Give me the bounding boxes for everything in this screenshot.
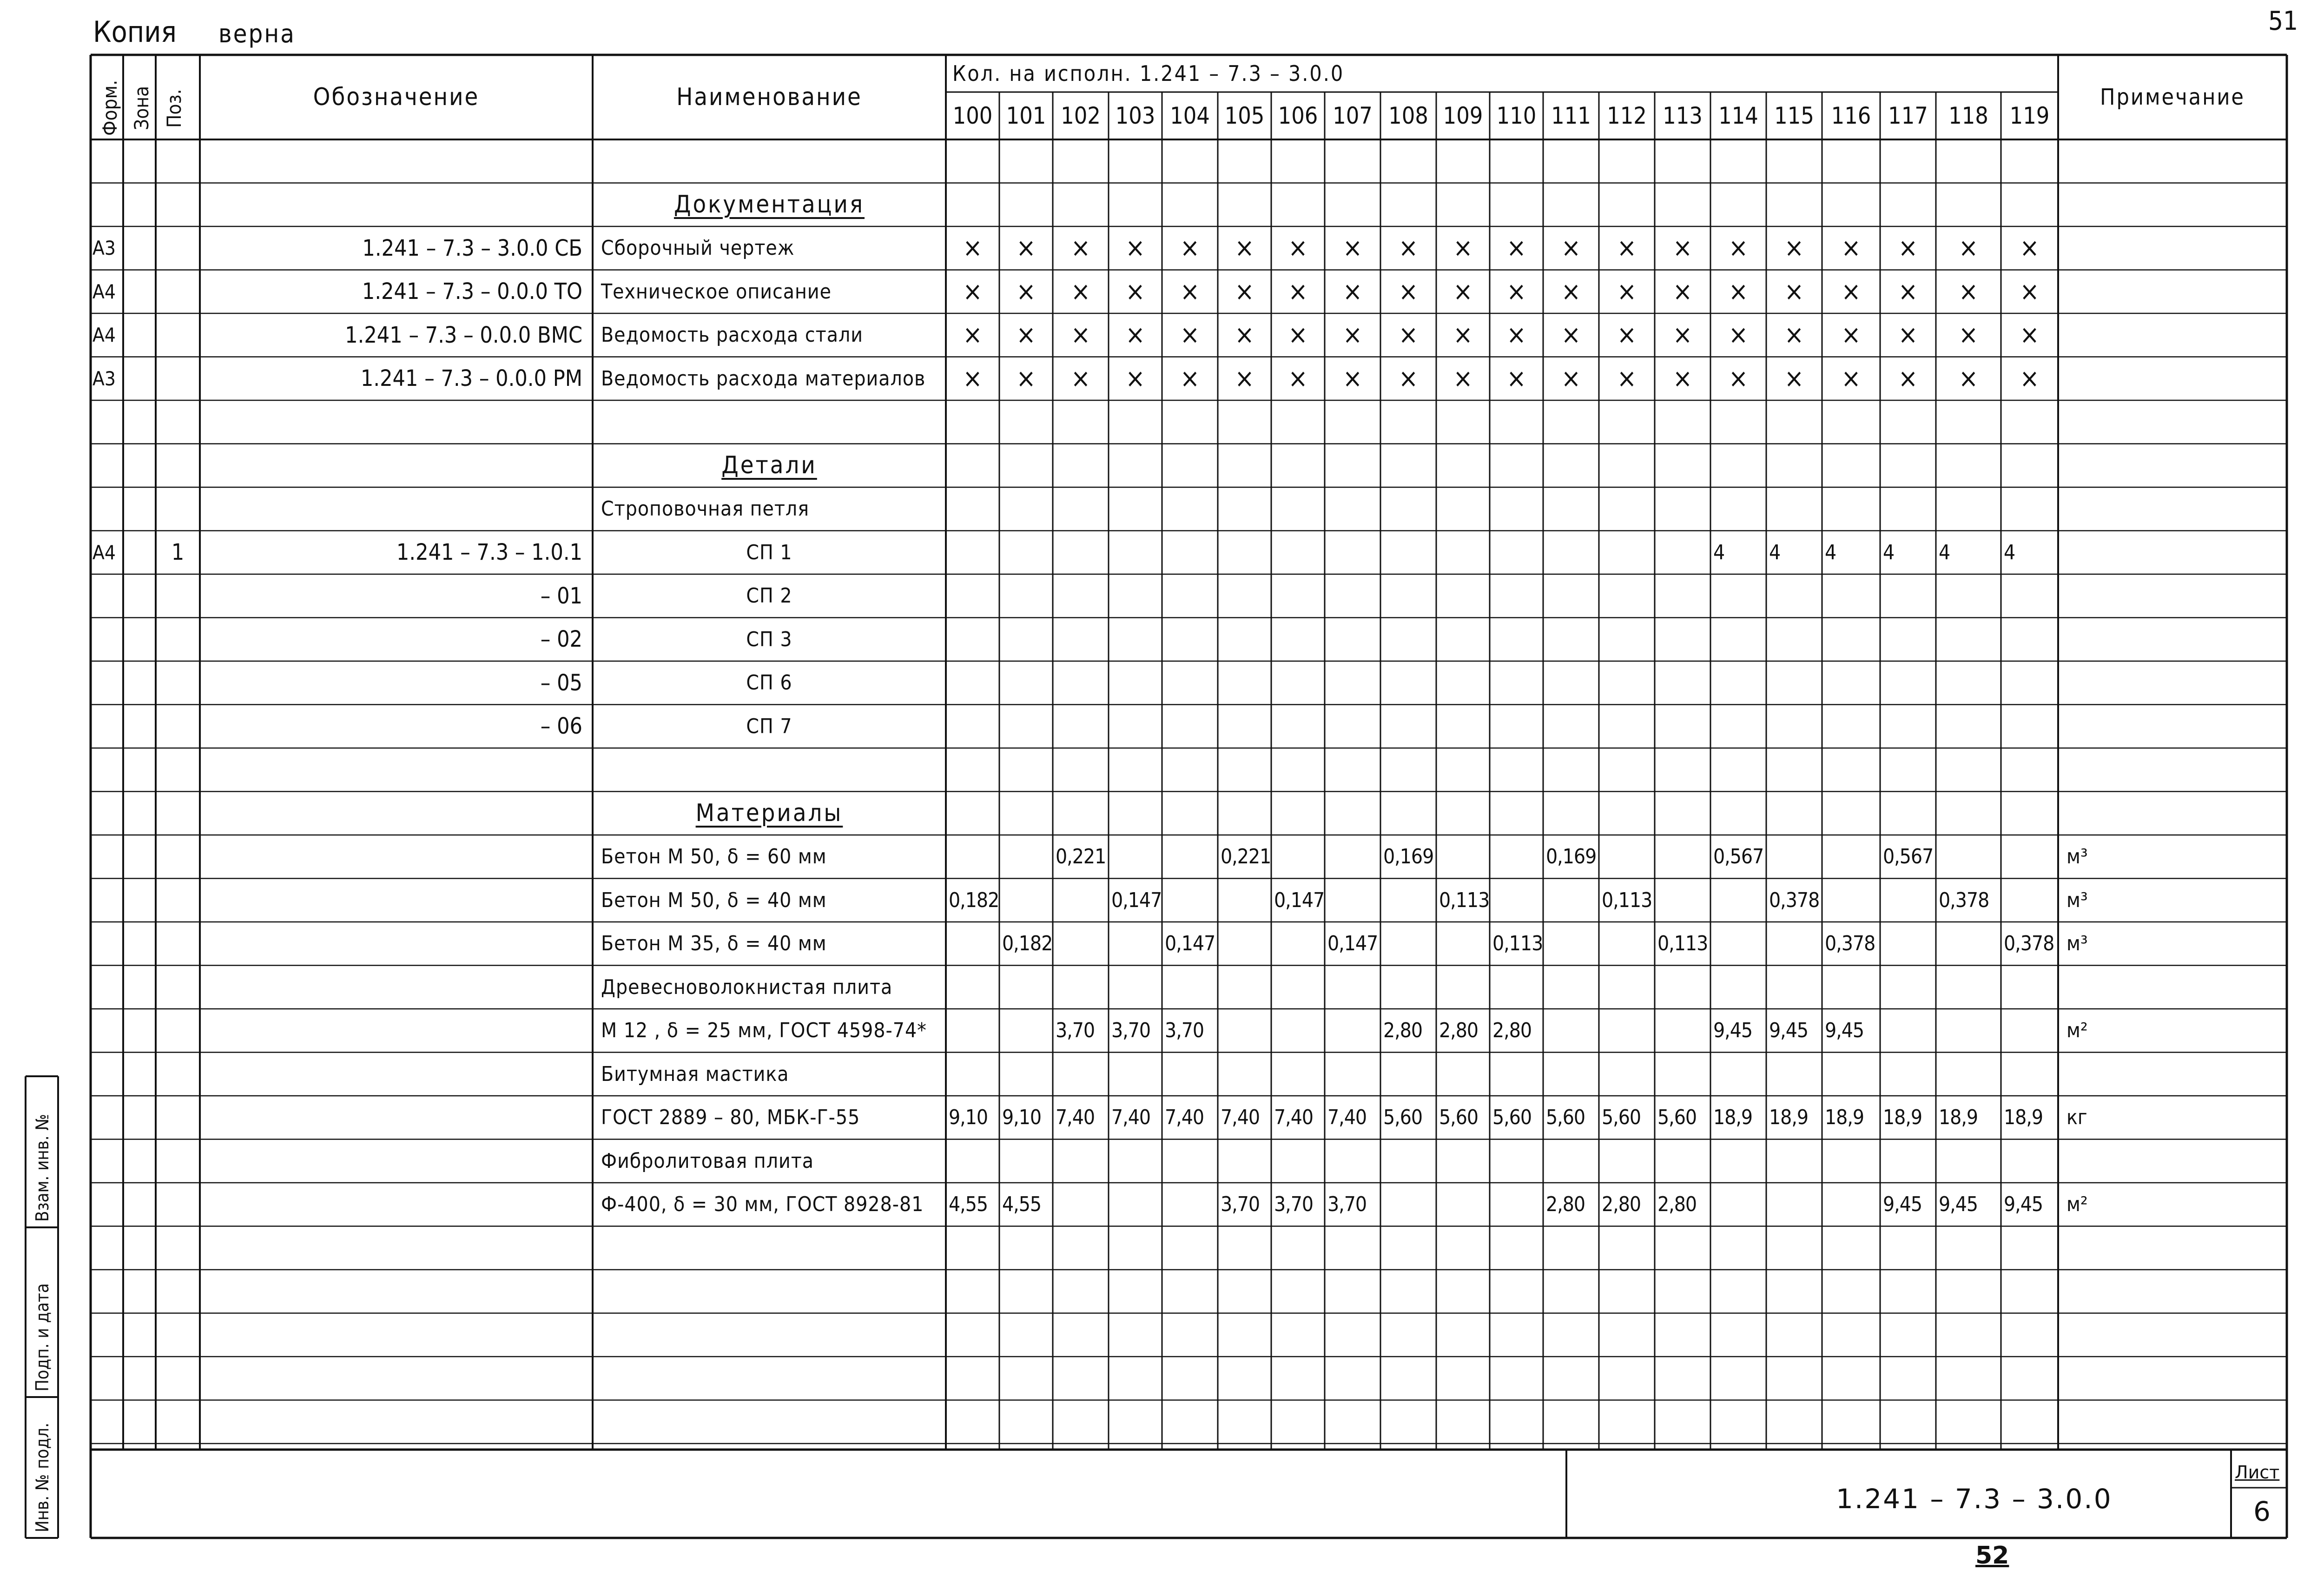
- header-variant-102: 102: [1061, 102, 1101, 129]
- qty-value: 18,9: [1713, 1106, 1753, 1130]
- header-variant-117: 117: [1888, 102, 1928, 129]
- applicability-mark: ×: [2020, 320, 2040, 351]
- header-variant-118: 118: [1948, 102, 1988, 129]
- applicability-mark: ×: [1288, 363, 1308, 394]
- sheet-label: Лист: [2235, 1462, 2280, 1483]
- qty-value: 0,378: [1939, 888, 1989, 912]
- applicability-mark: ×: [1342, 276, 1363, 307]
- applicability-mark: ×: [1125, 233, 1145, 264]
- applicability-mark: ×: [1958, 233, 1979, 264]
- header-variant-111: 111: [1551, 102, 1591, 129]
- qty-value: 2,80: [1546, 1192, 1585, 1217]
- row-name: Ведомость расхода материалов: [601, 366, 926, 391]
- applicability-mark: ×: [1784, 233, 1804, 264]
- applicability-mark: ×: [1561, 363, 1581, 394]
- qty-value: 2,80: [1602, 1192, 1641, 1217]
- qty-value: 3,70: [1056, 1019, 1095, 1043]
- applicability-mark: ×: [1016, 363, 1036, 394]
- applicability-mark: ×: [1841, 276, 1861, 307]
- side-stamp-label: Подп. и дата: [32, 1283, 53, 1391]
- qty-value: 2,80: [1439, 1019, 1479, 1043]
- row-form: А4: [92, 324, 116, 347]
- row-name: СП 7: [746, 714, 792, 738]
- header-variant-107: 107: [1333, 102, 1373, 129]
- qty-value: 5,60: [1546, 1106, 1585, 1130]
- applicability-mark: ×: [1617, 233, 1637, 264]
- applicability-mark: ×: [1958, 276, 1979, 307]
- row-name: Бетон М 35, δ = 40 мм: [601, 932, 827, 956]
- qty-value: 4,55: [949, 1192, 988, 1217]
- row-form: А3: [92, 367, 116, 390]
- applicability-mark: ×: [1617, 363, 1637, 394]
- section-title: Материалы: [695, 799, 843, 828]
- applicability-mark: ×: [1561, 320, 1581, 351]
- qty-value: 9,10: [949, 1106, 988, 1130]
- row-name: Битумная мастика: [601, 1062, 789, 1086]
- qty-value: 0,113: [1439, 888, 1490, 912]
- header-form: Форм.: [99, 79, 121, 136]
- qty-value: 5,60: [1439, 1106, 1479, 1130]
- header-note: Примечание: [2100, 84, 2245, 110]
- qty-value: 3,70: [1165, 1019, 1204, 1043]
- applicability-mark: ×: [1070, 276, 1091, 307]
- applicability-mark: ×: [1342, 233, 1363, 264]
- row-name: Сборочный чертеж: [601, 236, 795, 260]
- applicability-mark: ×: [2020, 233, 2040, 264]
- row-form: А4: [92, 280, 116, 303]
- row-note: м³: [2067, 932, 2088, 956]
- qty-value: 0,567: [1883, 845, 1934, 869]
- row-designation: 1.241 – 7.3 – 0.0.0 РМ: [360, 365, 582, 392]
- applicability-mark: ×: [1235, 233, 1254, 264]
- header-variant-116: 116: [1831, 102, 1871, 129]
- row-name: ГОСТ 2889 – 80, МБК-Г-55: [601, 1106, 860, 1130]
- qty-value: 0,567: [1713, 845, 1764, 869]
- qty-value: 9,45: [1883, 1192, 1922, 1217]
- row-designation: 1.241 – 7.3 – 0.0.0 ТО: [362, 278, 582, 305]
- header-designation: Обозначение: [313, 83, 480, 111]
- qty-value: 4: [1769, 540, 1781, 564]
- verna-label: верна: [218, 19, 296, 48]
- applicability-mark: ×: [963, 233, 983, 264]
- applicability-mark: ×: [1180, 233, 1200, 264]
- qty-value: 3,70: [1111, 1019, 1151, 1043]
- row-form: А4: [92, 541, 116, 564]
- applicability-mark: ×: [2020, 276, 2040, 307]
- doc-code: 1.241 – 7.3 – 3.0.0: [1836, 1483, 2113, 1515]
- applicability-mark: ×: [1841, 363, 1861, 394]
- applicability-mark: ×: [1235, 276, 1254, 307]
- header-pos: Поз.: [163, 89, 185, 128]
- header-variant-101: 101: [1006, 102, 1046, 129]
- section-title: Детали: [721, 451, 817, 480]
- row-name: Ведомость расхода стали: [601, 323, 863, 347]
- qty-value: 0,378: [1769, 888, 1820, 912]
- applicability-mark: ×: [1288, 320, 1308, 351]
- applicability-mark: ×: [1398, 363, 1419, 394]
- section-title: Документация: [673, 191, 865, 219]
- applicability-mark: ×: [1784, 320, 1804, 351]
- row-designation: 1.241 – 7.3 – 0.0.0 ВМС: [345, 322, 582, 348]
- sheet-number: 6: [2253, 1496, 2271, 1527]
- row-note: м²: [2067, 1192, 2088, 1217]
- header-variant-103: 103: [1115, 102, 1155, 129]
- row-name: Фибролитовая плита: [601, 1149, 814, 1173]
- qty-value: 7,40: [1165, 1106, 1204, 1130]
- qty-value: 7,40: [1327, 1106, 1367, 1130]
- applicability-mark: ×: [1506, 320, 1526, 351]
- header-variant-114: 114: [1718, 102, 1758, 129]
- row-name: М 12 , δ = 25 мм, ГОСТ 4598-74*: [601, 1019, 927, 1043]
- qty-value: 0,378: [1825, 932, 1875, 956]
- header-variant-112: 112: [1607, 102, 1647, 129]
- applicability-mark: ×: [1898, 363, 1918, 394]
- applicability-mark: ×: [1453, 276, 1473, 307]
- qty-value: 0,147: [1165, 932, 1215, 956]
- applicability-mark: ×: [1898, 276, 1918, 307]
- applicability-mark: ×: [1016, 276, 1036, 307]
- row-note: м²: [2067, 1019, 2088, 1043]
- qty-value: 9,45: [1939, 1192, 1978, 1217]
- qty-value: 0,113: [1492, 932, 1543, 956]
- qty-value: 0,113: [1657, 932, 1708, 956]
- row-name: СП 2: [746, 584, 792, 608]
- row-note: м³: [2067, 888, 2088, 912]
- applicability-mark: ×: [1617, 276, 1637, 307]
- qty-value: 0,182: [1002, 932, 1053, 956]
- applicability-mark: ×: [1180, 320, 1200, 351]
- qty-value: 0,221: [1056, 845, 1106, 869]
- applicability-mark: ×: [1672, 320, 1693, 351]
- header-variant-113: 113: [1663, 102, 1703, 129]
- applicability-mark: ×: [1958, 363, 1979, 394]
- row-note: кг: [2067, 1106, 2087, 1130]
- qty-value: 18,9: [2004, 1106, 2043, 1130]
- applicability-mark: ×: [1958, 320, 1979, 351]
- qty-value: 4: [1883, 540, 1895, 564]
- applicability-mark: ×: [1342, 320, 1363, 351]
- qty-value: 18,9: [1769, 1106, 1809, 1130]
- qty-value: 0,378: [2004, 932, 2054, 956]
- qty-value: 9,45: [2004, 1192, 2043, 1217]
- header-zone: Зона: [130, 86, 153, 130]
- qty-value: 18,9: [1825, 1106, 1864, 1130]
- qty-value: 0,147: [1274, 888, 1325, 912]
- applicability-mark: ×: [963, 320, 983, 351]
- qty-value: 5,60: [1492, 1106, 1532, 1130]
- applicability-mark: ×: [1506, 276, 1526, 307]
- applicability-mark: ×: [1016, 233, 1036, 264]
- qty-value: 0,182: [949, 888, 999, 912]
- qty-value: 2,80: [1657, 1192, 1697, 1217]
- applicability-mark: ×: [1672, 276, 1693, 307]
- qty-value: 7,40: [1221, 1106, 1260, 1130]
- header-variant-119: 119: [2009, 102, 2050, 129]
- header-variant-110: 110: [1496, 102, 1537, 129]
- qty-value: 0,169: [1383, 845, 1434, 869]
- applicability-mark: ×: [1180, 276, 1200, 307]
- header-variant-106: 106: [1278, 102, 1318, 129]
- qty-value: 0,147: [1111, 888, 1162, 912]
- header-name: Наименование: [676, 83, 862, 111]
- side-stamp-label: Инв. № подл.: [32, 1423, 53, 1532]
- qty-value: 3,70: [1327, 1192, 1367, 1217]
- qty-value: 7,40: [1111, 1106, 1151, 1130]
- row-designation: – 06: [540, 713, 582, 740]
- header-variant-104: 104: [1170, 102, 1210, 129]
- row-name: СП 6: [746, 671, 792, 695]
- row-name: СП 1: [746, 540, 792, 564]
- qty-value: 4: [2004, 540, 2015, 564]
- applicability-mark: ×: [963, 363, 983, 394]
- qty-value: 2,80: [1492, 1019, 1532, 1043]
- qty-value: 5,60: [1657, 1106, 1697, 1130]
- qty-value: 0,221: [1221, 845, 1271, 869]
- applicability-mark: ×: [1398, 276, 1419, 307]
- applicability-mark: ×: [1672, 233, 1693, 264]
- row-name: Ф-400, δ = 30 мм, ГОСТ 8928-81: [601, 1192, 924, 1217]
- qty-value: 3,70: [1221, 1192, 1260, 1217]
- applicability-mark: ×: [1561, 276, 1581, 307]
- qty-value: 4: [1825, 540, 1836, 564]
- qty-value: 18,9: [1939, 1106, 1978, 1130]
- row-designation: – 01: [540, 583, 582, 609]
- applicability-mark: ×: [1125, 320, 1145, 351]
- qty-value: 9,45: [1713, 1019, 1753, 1043]
- qty-value: 9,45: [1769, 1019, 1809, 1043]
- applicability-mark: ×: [1728, 276, 1749, 307]
- applicability-mark: ×: [1672, 363, 1693, 394]
- header-variant-115: 115: [1774, 102, 1814, 129]
- applicability-mark: ×: [1784, 363, 1804, 394]
- side-stamp-label: Взам. инв. №: [32, 1113, 53, 1222]
- qty-value: 3,70: [1274, 1192, 1314, 1217]
- applicability-mark: ×: [1784, 276, 1804, 307]
- applicability-mark: ×: [1561, 233, 1581, 264]
- applicability-mark: ×: [1617, 320, 1637, 351]
- qty-value: 5,60: [1383, 1106, 1423, 1130]
- header-variant-108: 108: [1388, 102, 1428, 129]
- qty-value: 7,40: [1274, 1106, 1314, 1130]
- copy-label: Копия: [93, 15, 177, 49]
- qty-value: 0,169: [1546, 845, 1597, 869]
- applicability-mark: ×: [1453, 233, 1473, 264]
- applicability-mark: ×: [1728, 363, 1749, 394]
- applicability-mark: ×: [1841, 233, 1861, 264]
- qty-value: 4: [1713, 540, 1725, 564]
- applicability-mark: ×: [1453, 363, 1473, 394]
- qty-value: 4,55: [1002, 1192, 1042, 1217]
- row-note: м³: [2067, 845, 2088, 869]
- qty-value: 0,147: [1327, 932, 1378, 956]
- applicability-mark: ×: [2020, 363, 2040, 394]
- row-name: Техническое описание: [601, 279, 832, 304]
- applicability-mark: ×: [1506, 233, 1526, 264]
- applicability-mark: ×: [1180, 363, 1200, 394]
- applicability-mark: ×: [1288, 233, 1308, 264]
- applicability-mark: ×: [963, 276, 983, 307]
- qty-value: 0,113: [1602, 888, 1652, 912]
- applicability-mark: ×: [1070, 320, 1091, 351]
- row-designation: 1.241 – 7.3 – 3.0.0 СБ: [362, 235, 582, 261]
- applicability-mark: ×: [1898, 320, 1918, 351]
- row-designation: – 02: [540, 626, 582, 653]
- row-name: Строповочная петля: [601, 497, 810, 521]
- applicability-mark: ×: [1728, 233, 1749, 264]
- applicability-mark: ×: [1453, 320, 1473, 351]
- applicability-mark: ×: [1070, 363, 1091, 394]
- row-form: А3: [92, 237, 116, 260]
- bottom-page-number: 52: [1975, 1542, 2009, 1570]
- qty-value: 4: [1939, 540, 1950, 564]
- qty-value: 7,40: [1056, 1106, 1095, 1130]
- header-variant-109: 109: [1443, 102, 1483, 129]
- row-designation: 1.241 – 7.3 – 1.0.1: [396, 539, 582, 566]
- applicability-mark: ×: [1288, 276, 1308, 307]
- row-name: Бетон М 50, δ = 60 мм: [601, 845, 827, 869]
- row-designation: – 05: [540, 669, 582, 696]
- applicability-mark: ×: [1125, 276, 1145, 307]
- row-pos: 1: [171, 539, 185, 566]
- applicability-mark: ×: [1398, 233, 1419, 264]
- qty-value: 5,60: [1602, 1106, 1641, 1130]
- applicability-mark: ×: [1235, 363, 1254, 394]
- row-name: Древесноволокнистая плита: [601, 975, 893, 999]
- applicability-mark: ×: [1016, 320, 1036, 351]
- qty-value: 9,45: [1825, 1019, 1864, 1043]
- header-qty-label: Кол. на исполн. 1.241 – 7.3 – 3.0.0: [952, 61, 1345, 86]
- row-name: СП 3: [746, 627, 792, 651]
- applicability-mark: ×: [1898, 233, 1918, 264]
- applicability-mark: ×: [1235, 320, 1254, 351]
- applicability-mark: ×: [1070, 233, 1091, 264]
- header-variant-100: 100: [952, 102, 993, 129]
- header-variant-105: 105: [1224, 102, 1265, 129]
- applicability-mark: ×: [1506, 363, 1526, 394]
- row-name: Бетон М 50, δ = 40 мм: [601, 888, 827, 912]
- applicability-mark: ×: [1728, 320, 1749, 351]
- applicability-mark: ×: [1342, 363, 1363, 394]
- qty-value: 2,80: [1383, 1019, 1423, 1043]
- qty-value: 18,9: [1883, 1106, 1922, 1130]
- page-corner-number: 51: [2268, 6, 2298, 36]
- applicability-mark: ×: [1841, 320, 1861, 351]
- qty-value: 9,10: [1002, 1106, 1042, 1130]
- applicability-mark: ×: [1125, 363, 1145, 394]
- applicability-mark: ×: [1398, 320, 1419, 351]
